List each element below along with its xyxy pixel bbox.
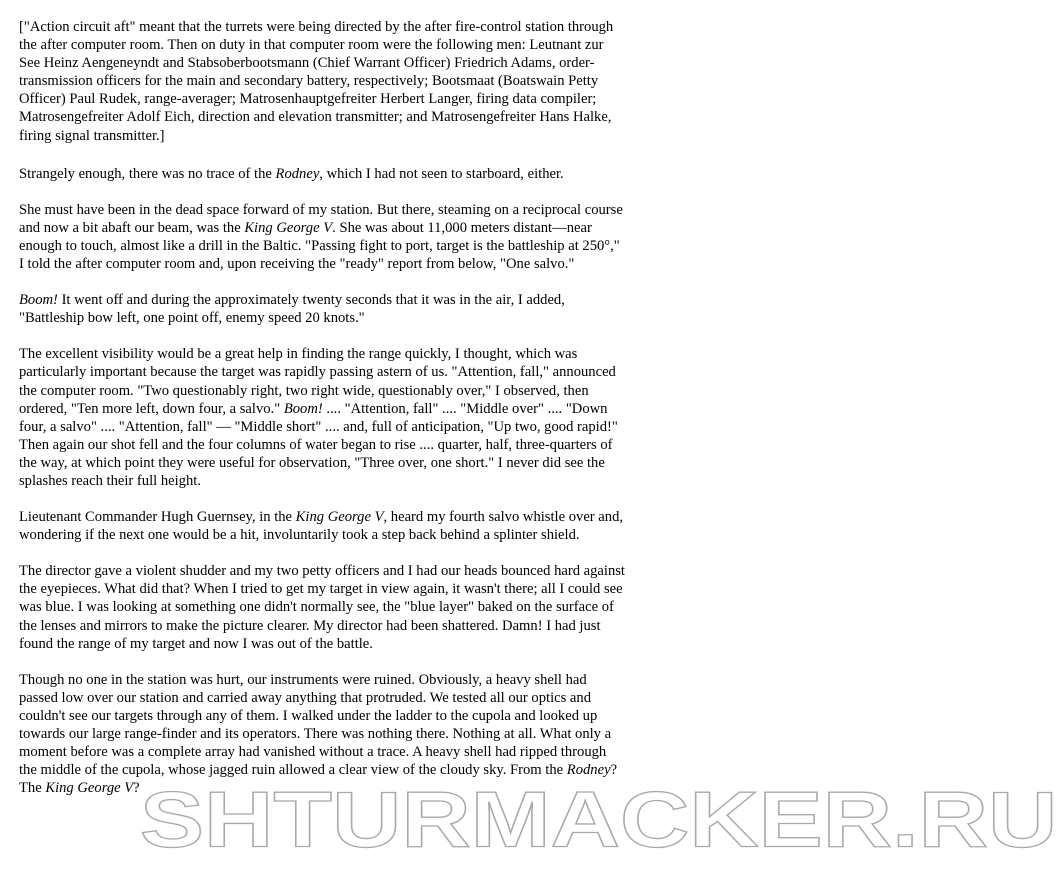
italic-text: King George V bbox=[45, 780, 134, 797]
text-run: Strangely enough, there was no trace of the bbox=[19, 165, 276, 182]
paragraph-3 bbox=[19, 201, 625, 273]
text-run: .... "Attention, fall" .... "Middle over" .... "Down four, a salvo" .... "Attention, fall" — "Middle short" .... and, full of anticipation, "Up two, good rapid!" Then again our shot fell and the four columns of water began to rise .... quarter, half, three-quarters of the way, at which point they were useful for observation, "Three over, one short." I never did see the splashes reach their full height. bbox=[19, 400, 618, 489]
paragraph-8 bbox=[19, 671, 625, 798]
text-run: Lieutenant Commander Hugh Guernsey, in the bbox=[19, 509, 296, 526]
text-run: She must have been in the dead space forward of my station. But there, steaming on a reciprocal course and now a bit abaft our beam, was the bbox=[19, 201, 623, 236]
text-run: ["Action circuit aft" meant that the turrets were being directed by the after fire-control station through the after computer room. Then on duty in that computer room were the following men: Leutnant zur See Heinz Aengeneyndt and Stabsoberbootsmann (Chief Warrant Officer) Friedrich Adams, order-transmission officers for the main and secondary battery, respectively; Bootsmaat (Boatswain Petty Officer) Paul Rudek, range-averager; Matrosenhauptgefreiter Herbert Langer, firing data compiler; Matrosengefreiter Adolf Eich, direction and elevation transmitter; and Matrosengefreiter Hans Halke, firing signal transmitter.] bbox=[19, 19, 614, 144]
text-run: Though no one in the station was hurt, our instruments were ruined. Obviously, a heavy shell had passed low over our station and carried away anything that protruded. We tested all our optics and couldn't see our targets through any of them. I walked under the ladder to the cupola and looked up towards our large range-finder and its operators. There was nothing there. Nothing at all. What only a moment before was a complete array had vanished without a trace. A heavy shell had ripped through the middle of the cupola, whose jagged ruin allowed a clear view of the cloudy sky. From the bbox=[19, 671, 612, 779]
italic-text: King George V bbox=[244, 219, 333, 236]
paragraph-2 bbox=[19, 165, 625, 183]
text-run: ? bbox=[133, 780, 140, 797]
text-run: ? The bbox=[19, 762, 618, 797]
document-body bbox=[19, 18, 625, 815]
text-run: , heard my fourth salvo whistle over and, wondering if the next one would be a hit, involuntarily took a step back behind a splinter shield. bbox=[19, 509, 624, 544]
paragraph-5 bbox=[19, 345, 625, 490]
italic-text: Boom! bbox=[19, 292, 58, 309]
text-run: The excellent visibility would be a great help in finding the range quickly, I thought, which was particularly important because the target was rapidly passing astern of us. "Attention, fall," announced the computer room. "Two questionably right, two right wide, questionably over," I observed, then ordered, "Ten more left, down four, a salvo." bbox=[19, 346, 616, 417]
paragraph-4 bbox=[19, 291, 625, 327]
paragraph-7 bbox=[19, 562, 625, 652]
italic-text: Rodney bbox=[275, 165, 320, 182]
italic-text: King George V bbox=[295, 509, 384, 526]
paragraph-6 bbox=[19, 508, 625, 544]
text-run: It went off and during the approximately twenty seconds that it was in the air, I added, "Battleship bow left, one point off, enemy speed 20 knots." bbox=[19, 292, 565, 327]
italic-text: Boom! bbox=[283, 400, 323, 417]
paragraph-1 bbox=[19, 18, 625, 145]
text-run: , which I had not seen to starboard, either. bbox=[319, 165, 564, 182]
text-run: . She was about 11,000 meters distant—near enough to touch, almost like a drill in the Baltic. "Passing fight to port, target is the battleship at 250°," I told the after computer room and, upon receiving the "ready" report from below, "One salvo." bbox=[19, 219, 620, 273]
italic-text: Rodney bbox=[566, 762, 611, 779]
watermark: SHTURMACKER.RU bbox=[140, 775, 1057, 864]
text-run: The director gave a violent shudder and my two petty officers and I had our heads bounced hard against the eyepieces. What did that? When I tried to get my target in view again, it wasn't there; all I could see was blue. I was looking at something one didn't normally see, the "blue layer" baked on the surface of the lenses and mirrors to make the picture clearer. My director had been shattered. Damn! I had just found the range of my target and now I was out of the battle. bbox=[19, 563, 625, 652]
